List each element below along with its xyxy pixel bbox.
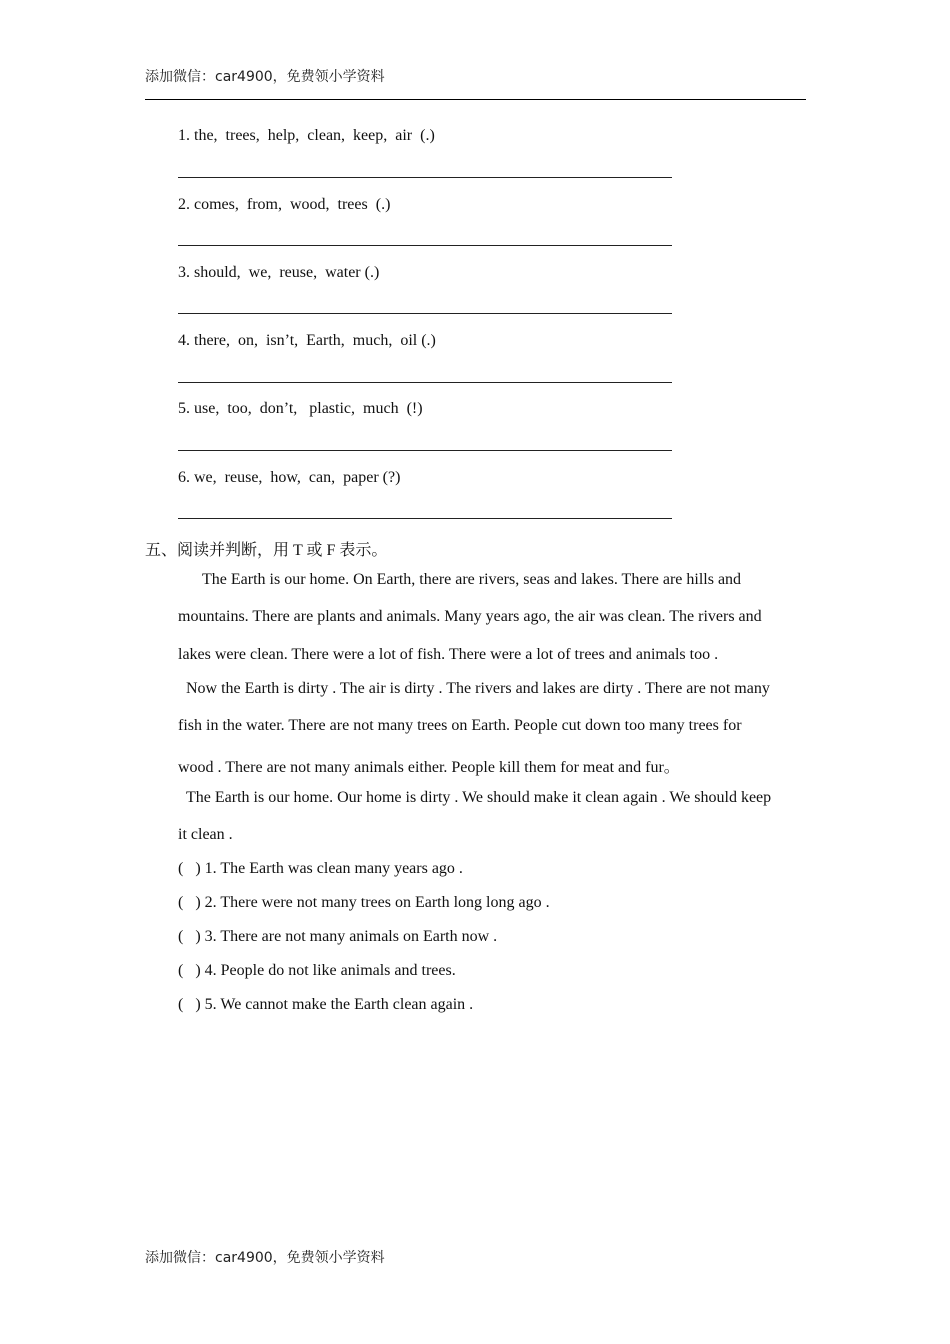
passage-line-7: The Earth is our home. Our home is dirty . We should make it clean again . We should keep bbox=[186, 789, 772, 806]
question-2: 2. comes, from, wood, trees (.) bbox=[178, 196, 391, 213]
passage-line-4: Now the Earth is dirty . The air is dirty . The rivers and lakes are dirty . There are not many bbox=[186, 680, 770, 697]
question-5: 5. use, too, don’t, plastic, much (!) bbox=[178, 400, 423, 417]
header-divider bbox=[145, 99, 806, 100]
question-6: 6. we, reuse, how, can, paper (?) bbox=[178, 469, 401, 486]
statement-3: ( ) 3. There are not many animals on Earth now . bbox=[178, 928, 498, 945]
passage-line-8: it clean . bbox=[178, 826, 233, 843]
answer-line-6[interactable] bbox=[178, 518, 672, 519]
statement-2: ( ) 2. There were not many trees on Earth long long ago . bbox=[178, 894, 550, 911]
answer-line-4[interactable] bbox=[178, 382, 672, 383]
answer-line-5[interactable] bbox=[178, 450, 672, 451]
question-3: 3. should, we, reuse, water (.) bbox=[178, 264, 380, 281]
question-1: 1. the, trees, help, clean, keep, air (.) bbox=[178, 127, 435, 144]
passage-line-5: fish in the water. There are not many trees on Earth. People cut down too many trees for bbox=[178, 717, 742, 734]
passage-line-1: The Earth is our home. On Earth, there are rivers, seas and lakes. There are hills and bbox=[202, 571, 742, 588]
passage-line-3: lakes were clean. There were a lot of fish. There were a lot of trees and animals too . bbox=[178, 646, 719, 663]
answer-line-1[interactable] bbox=[178, 177, 672, 178]
answer-line-3[interactable] bbox=[178, 313, 672, 314]
passage-line-2: mountains. There are plants and animals. Many years ago, the air was clean. The rivers and bbox=[178, 608, 762, 625]
statement-1: ( ) 1. The Earth was clean many years ago . bbox=[178, 860, 463, 877]
passage-line-6: wood . There are not many animals either. People kill them for meat and fur。 bbox=[178, 759, 680, 776]
statement-4: ( ) 4. People do not like animals and trees. bbox=[178, 962, 456, 979]
answer-line-2[interactable] bbox=[178, 245, 672, 246]
page-header: 添加微信：car4900，免费领小学资料 bbox=[145, 69, 385, 85]
section-5-title: 五、阅读并判断，用 T 或 F 表示。 bbox=[145, 542, 388, 559]
statement-5: ( ) 5. We cannot make the Earth clean again . bbox=[178, 996, 474, 1013]
page-footer: 添加微信：car4900，免费领小学资料 bbox=[145, 1250, 385, 1266]
question-4: 4. there, on, isn’t, Earth, much, oil (.) bbox=[178, 332, 436, 349]
